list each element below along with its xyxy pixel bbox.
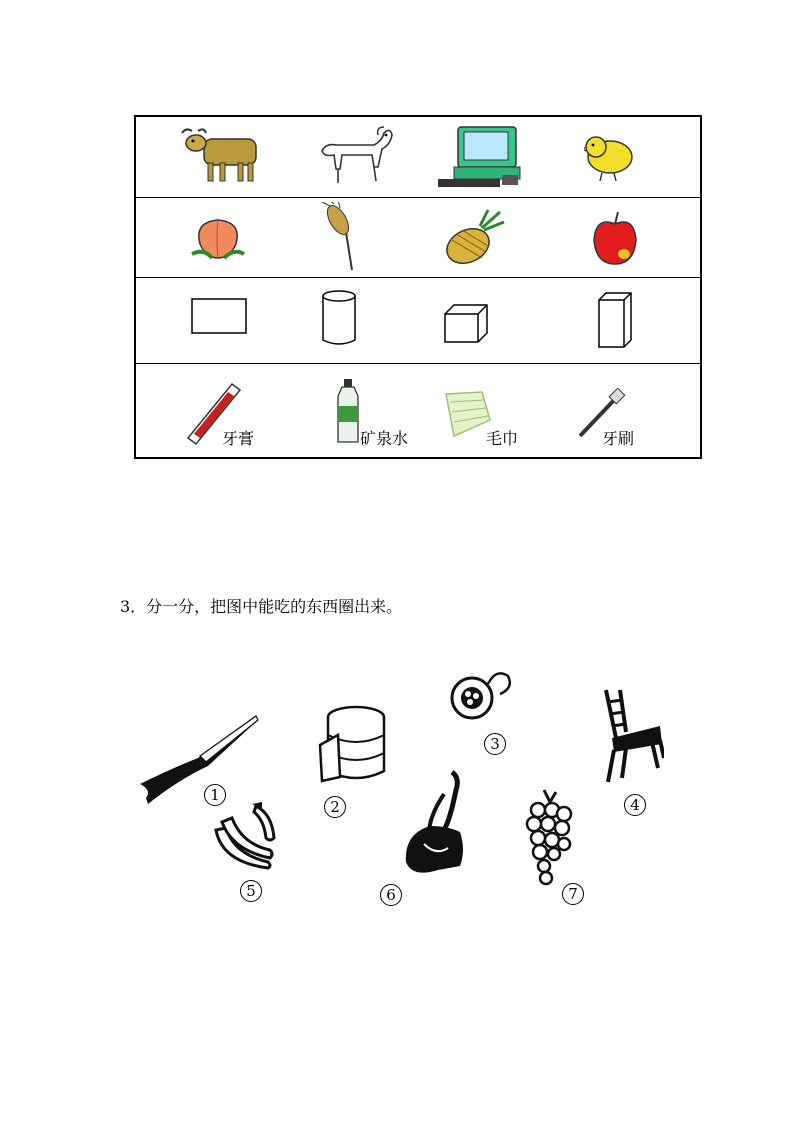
chair-icon — [602, 688, 664, 788]
peach-icon — [190, 212, 246, 262]
apple-icon — [590, 210, 640, 268]
pineapple-icon — [442, 208, 506, 268]
classification-table — [134, 115, 702, 459]
item-number-5: 5 — [240, 880, 262, 902]
table-row-3 — [136, 277, 700, 364]
grapes-icon — [524, 788, 574, 892]
question-3-text: 3．分一分，把图中能吃的东西圈出来。 — [120, 597, 403, 616]
cuboid-shape — [598, 292, 632, 348]
item-number-2: 2 — [324, 796, 346, 818]
cube-shape — [444, 304, 488, 344]
water-bottle-icon — [336, 378, 360, 444]
bag-icon — [400, 770, 468, 884]
toothpaste-label: 牙膏 — [222, 429, 255, 448]
cow-icon — [180, 125, 262, 187]
towel-icon — [442, 390, 492, 438]
knife-icon — [138, 714, 260, 812]
water-bottle-label: 矿泉水 — [360, 429, 409, 448]
banana-icon — [212, 802, 278, 878]
table-row-4 — [136, 363, 700, 460]
chick-icon — [584, 131, 640, 185]
item-number-7: 7 — [562, 883, 584, 905]
cylinder-shape — [322, 290, 356, 346]
rectangle-shape — [191, 298, 247, 334]
item-number-3: 3 — [484, 733, 506, 755]
wheat-icon — [316, 202, 364, 272]
computer-icon — [436, 123, 526, 189]
sheep-icon — [316, 123, 396, 187]
toothbrush-label: 牙刷 — [602, 429, 635, 448]
table-row-2 — [136, 197, 700, 278]
item-number-4: 4 — [624, 794, 646, 816]
item-number-1: 1 — [204, 784, 226, 806]
cake-icon — [318, 705, 386, 789]
item-number-6: 6 — [380, 884, 402, 906]
towel-label: 毛巾 — [486, 429, 519, 448]
table-row-1 — [136, 117, 700, 197]
meat-icon — [446, 666, 514, 726]
